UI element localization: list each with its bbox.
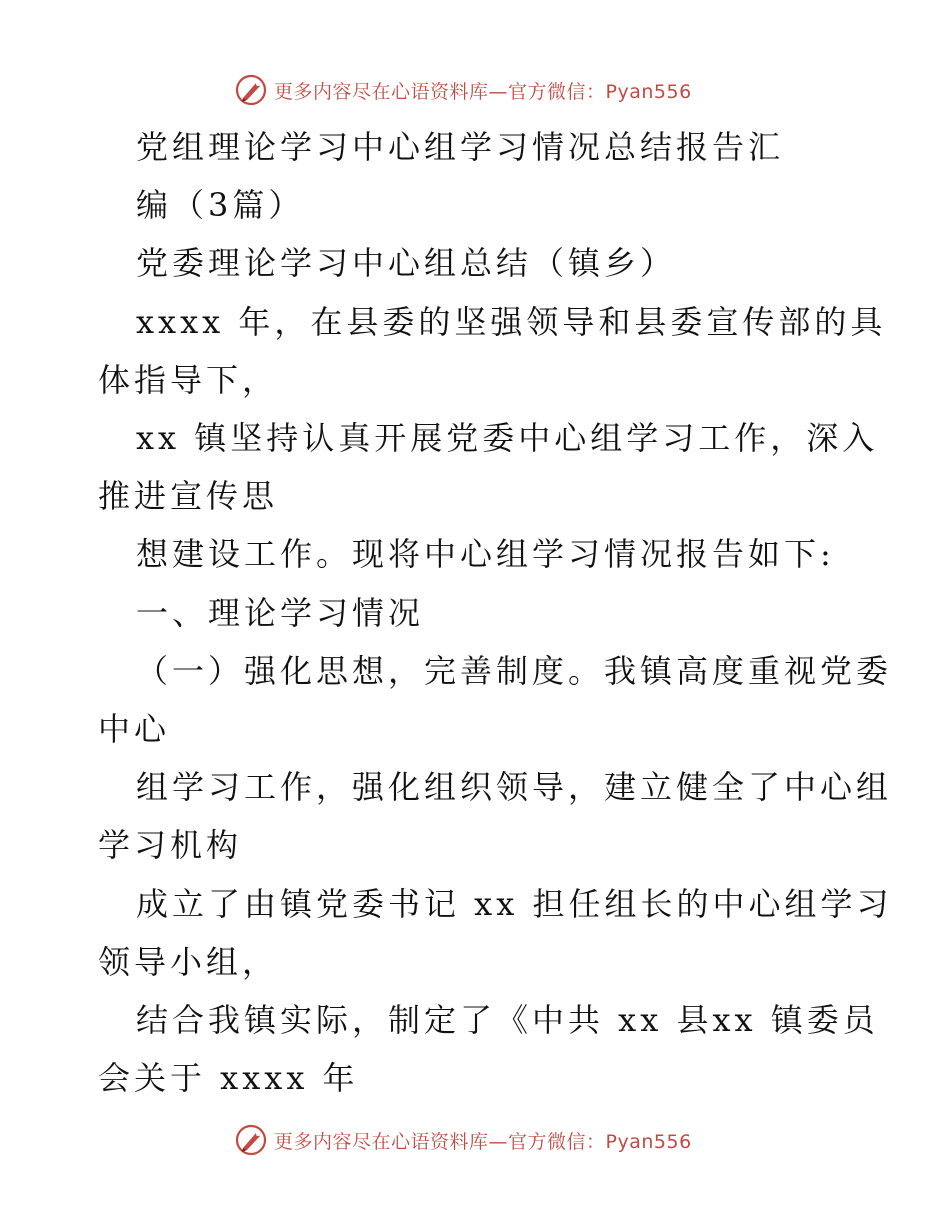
doc-line: 成立了由镇党委书记 xx 担任组长的中心组学习	[136, 885, 893, 923]
watermark-text: 更多内容尽在心语资料库—官方微信：Pyan556	[274, 80, 692, 103]
doc-line: xxxx 年，在县委的坚强领导和县委宣传部的具	[136, 303, 887, 341]
doc-line: xx 镇坚持认真开展党委中心组学习工作，深入	[136, 419, 879, 457]
footer-watermark	[234, 1122, 692, 1158]
doc-line: 推进宣传思	[98, 477, 279, 515]
doc-line: 结合我镇实际，制定了《中共 xx 县xx 镇委员	[136, 1001, 879, 1039]
doc-line: 中心	[98, 710, 171, 748]
doc-line: 党组理论学习中心组学习情况总结报告汇	[136, 128, 785, 166]
pen-logo-icon	[234, 1123, 268, 1157]
doc-line: 一、理论学习情况	[136, 594, 425, 632]
watermark-text: 更多内容尽在心语资料库—官方微信：Pyan556	[274, 1130, 692, 1153]
doc-line: 领导小组，	[98, 943, 279, 981]
doc-line: 编（3篇）	[136, 186, 305, 224]
doc-line: 体指导下，	[98, 361, 279, 399]
header-watermark	[234, 72, 692, 108]
pen-logo-icon	[234, 73, 268, 107]
doc-line: （一）强化思想，完善制度。我镇高度重视党委	[136, 652, 893, 690]
doc-line: 会关于 xxxx 年	[98, 1059, 359, 1097]
doc-line: 组学习工作，强化组织领导，建立健全了中心组	[136, 768, 893, 806]
doc-line: 想建设工作。现将中心组学习情况报告如下:	[136, 535, 835, 573]
doc-line: 党委理论学习中心组总结（镇乡）	[136, 244, 677, 282]
doc-line: 学习机构	[98, 826, 243, 864]
